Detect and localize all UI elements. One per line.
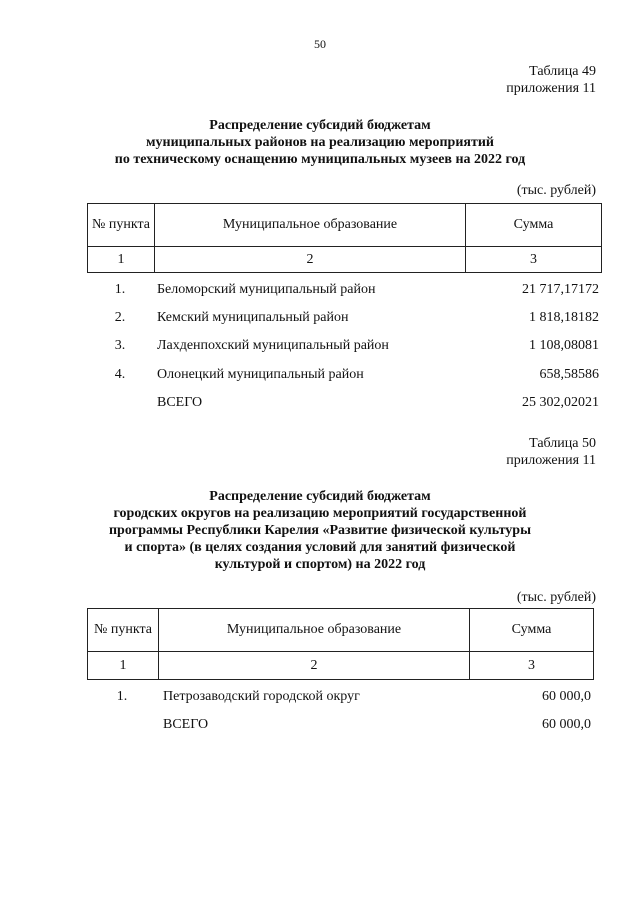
row-name: Лахденпохский муниципальный район xyxy=(157,338,389,353)
table49-reference xyxy=(506,63,596,97)
row-name: Кемский муниципальный район xyxy=(157,310,349,325)
row-name: Олонецкий муниципальный район xyxy=(157,367,364,382)
header-municipality: Муниципальное образование xyxy=(155,204,466,247)
row-number: 1. xyxy=(114,282,126,297)
total-sum: 60 000,0 xyxy=(542,717,591,732)
table49-ref-line1: Таблица 49 xyxy=(529,64,596,79)
row-number: 4. xyxy=(114,367,126,382)
row-number: 3. xyxy=(114,338,126,353)
header-sum: Сумма xyxy=(466,204,602,247)
total-label: ВСЕГО xyxy=(157,395,203,410)
header-number: № пункта xyxy=(88,609,159,652)
col-number-1: 1 xyxy=(88,247,155,273)
title-line: Распределение субсидий бюджетам xyxy=(209,489,431,504)
total-label: ВСЕГО xyxy=(163,717,209,732)
col-number-2: 2 xyxy=(159,652,470,680)
table-row xyxy=(87,281,599,299)
table-row xyxy=(87,309,599,327)
row-name: Беломорский муниципальный район xyxy=(157,282,376,297)
title-line: Распределение субсидий бюджетам xyxy=(209,118,431,133)
header-number: № пункта xyxy=(88,204,155,247)
row-sum: 1 108,08081 xyxy=(529,338,599,353)
table-row xyxy=(87,366,599,384)
col-number-3: 3 xyxy=(470,652,594,680)
title-line: культурой и спортом) на 2022 год xyxy=(214,557,426,572)
col-number-1: 1 xyxy=(88,652,159,680)
total-row xyxy=(87,394,599,412)
header-sum: Сумма xyxy=(470,609,594,652)
row-number: 1. xyxy=(116,689,128,704)
table49-header xyxy=(87,203,602,273)
total-sum: 25 302,02021 xyxy=(522,395,599,410)
row-name: Петрозаводский городской округ xyxy=(163,689,360,704)
row-sum: 21 717,17172 xyxy=(522,282,599,297)
table49-ref-line2: приложения 11 xyxy=(506,81,596,96)
row-number: 2. xyxy=(114,310,126,325)
title-line: программы Республики Карелия «Развитие физической культуры xyxy=(108,523,532,538)
table50-ref-line2: приложения 11 xyxy=(506,453,596,468)
table50-reference xyxy=(506,435,596,469)
header-municipality: Муниципальное образование xyxy=(159,609,470,652)
table-row xyxy=(87,337,599,355)
row-sum: 658,58586 xyxy=(539,367,599,382)
col-number-2: 2 xyxy=(155,247,466,273)
table-row xyxy=(87,688,591,706)
title-line: по техническому оснащению муниципальных музеев на 2022 год xyxy=(114,152,526,167)
title-line: городских округов на реализацию мероприятий государственной xyxy=(113,506,527,521)
table49-title xyxy=(40,117,600,168)
title-line: и спорта» (в целях создания условий для занятий физической xyxy=(124,540,516,555)
col-number-3: 3 xyxy=(466,247,602,273)
row-sum: 1 818,18182 xyxy=(529,310,599,325)
total-row xyxy=(87,716,591,734)
table50-title xyxy=(40,488,600,573)
table49-unit: (тыс. рублей) xyxy=(516,183,596,198)
title-line: муниципальных районов на реализацию мероприятий xyxy=(146,135,494,150)
row-sum: 60 000,0 xyxy=(542,689,591,704)
table50-unit: (тыс. рублей) xyxy=(516,590,596,605)
table50-ref-line1: Таблица 50 xyxy=(529,436,596,451)
table50-header xyxy=(87,608,594,680)
page-number: 50 xyxy=(314,37,326,51)
